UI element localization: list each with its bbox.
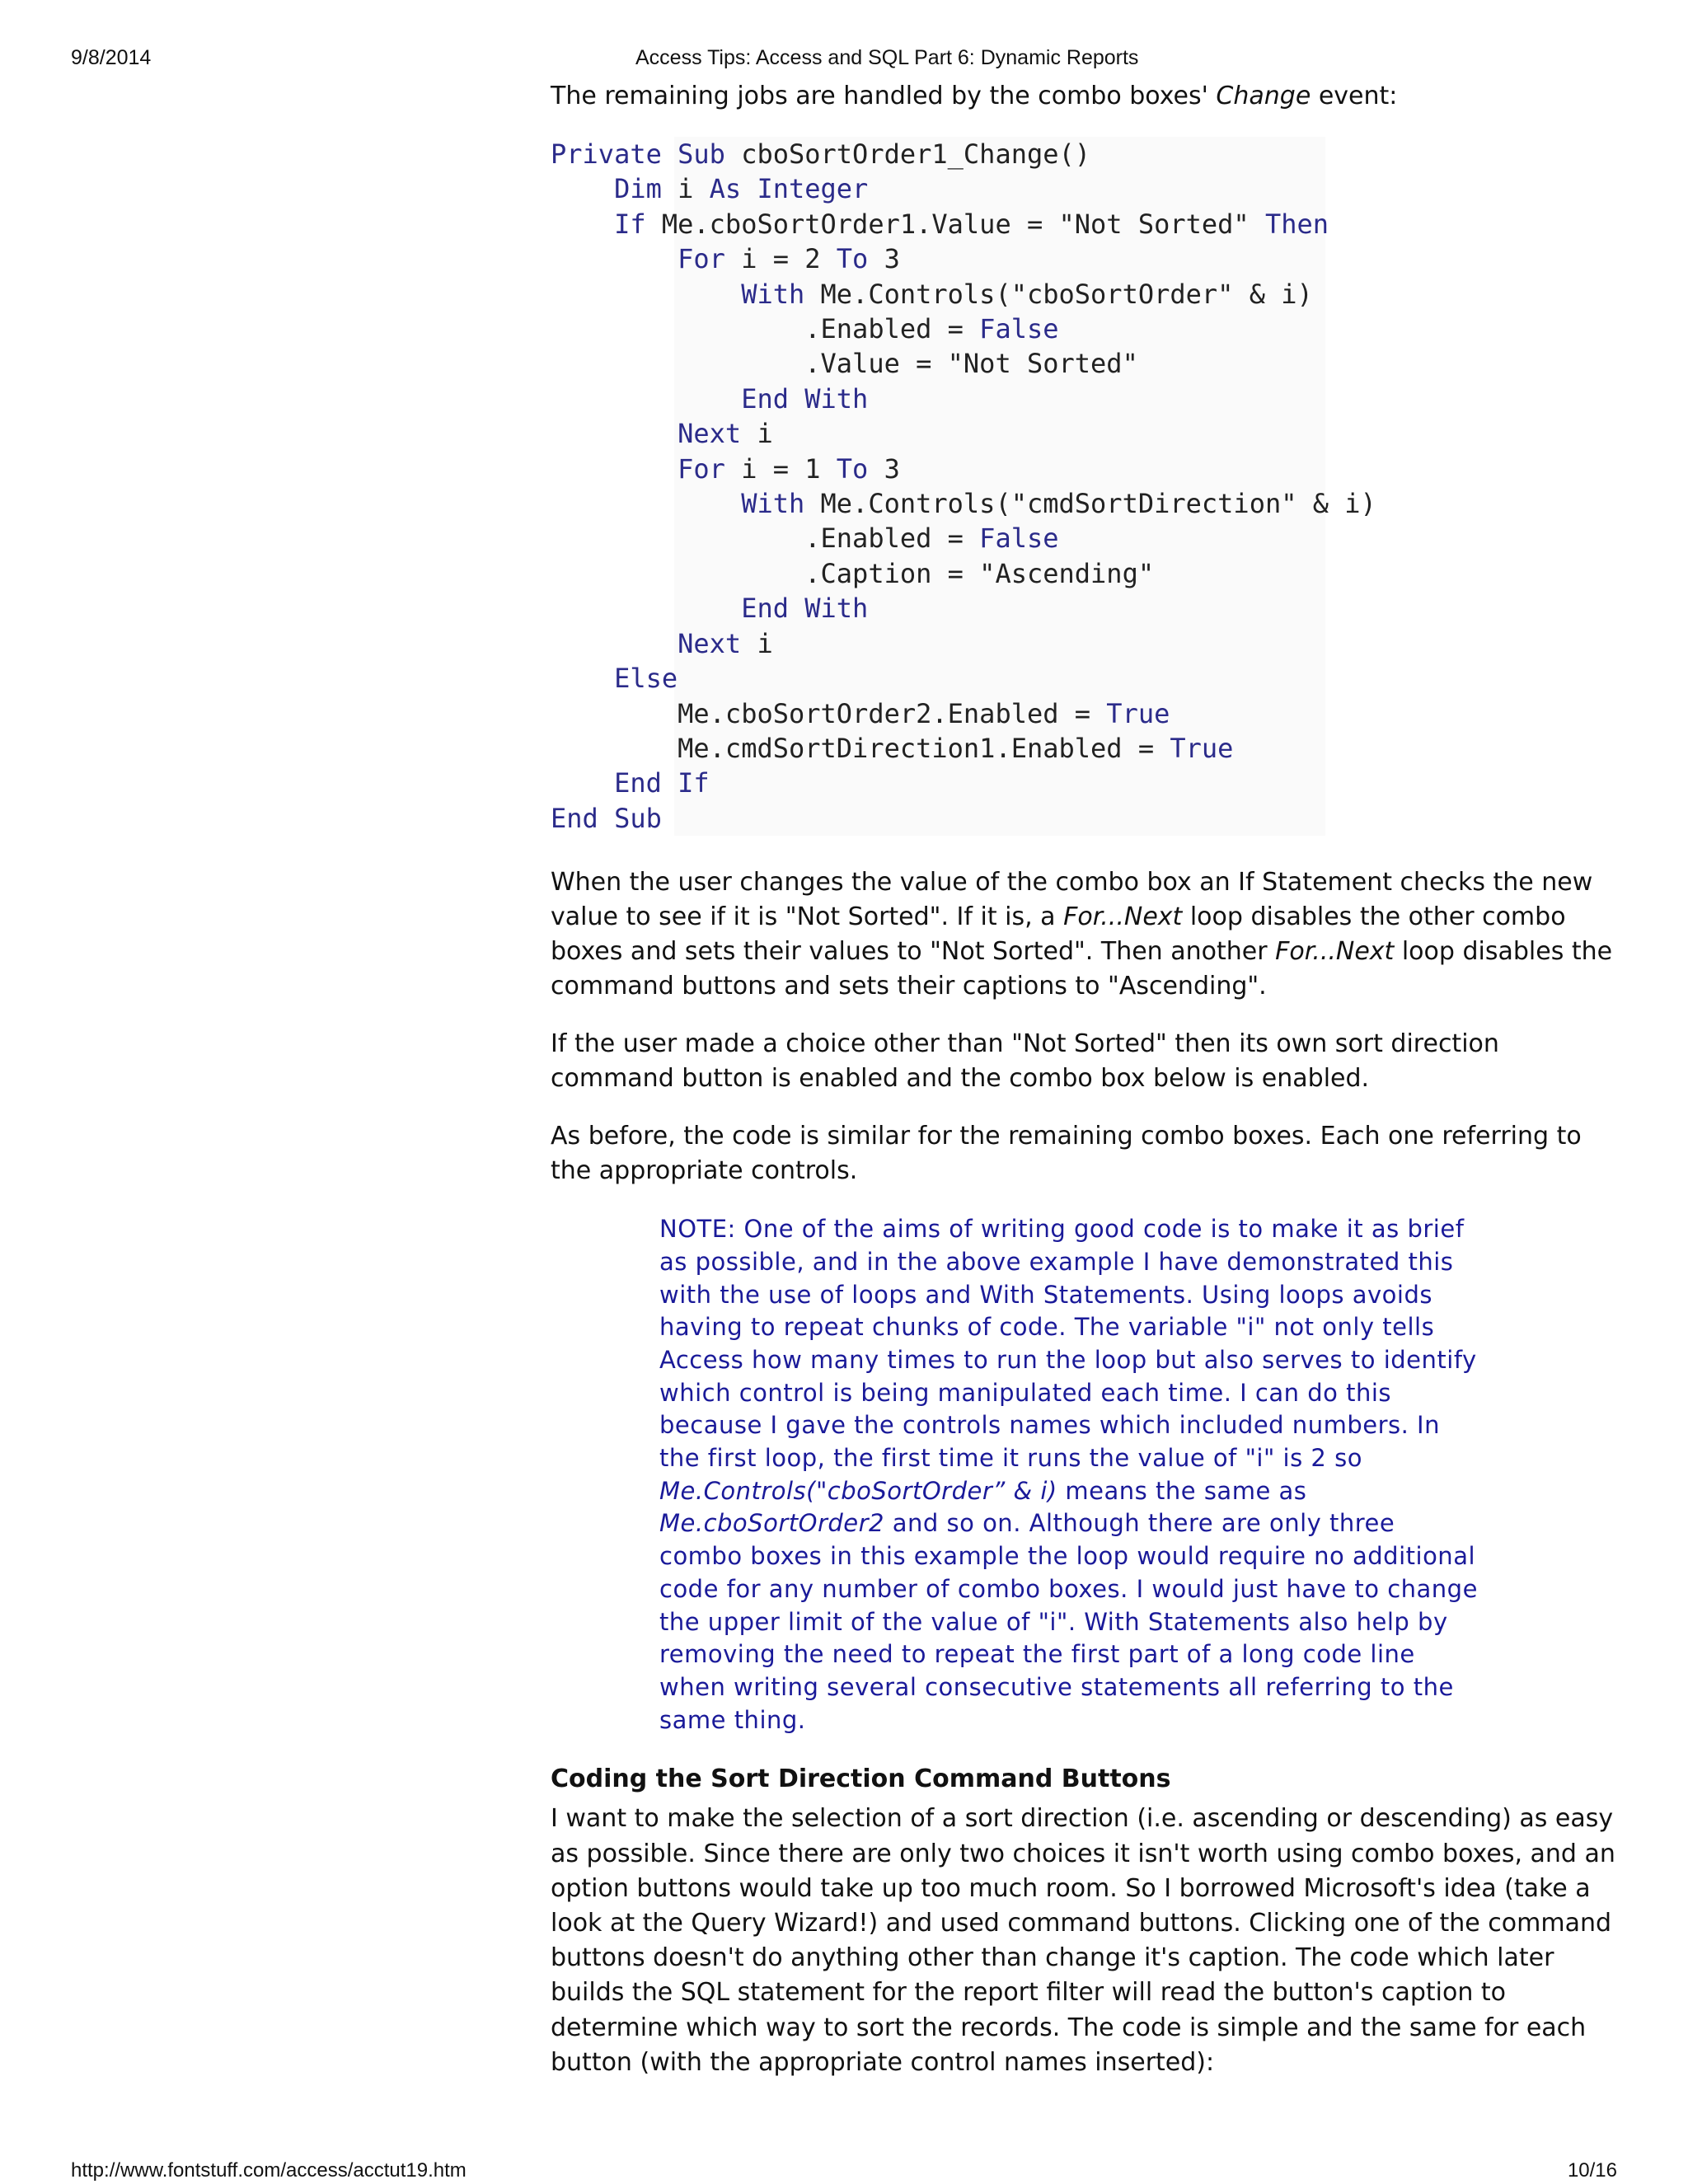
section-heading: Coding the Sort Direction Command Buttons <box>551 1765 1171 1794</box>
code-line <box>551 801 1622 836</box>
code-text: .Enabled = <box>551 523 980 555</box>
code-text: 3 <box>868 243 900 275</box>
body-text: and so on. Although there are only three combo boxes in this example the loop would require no additional code for any number of combo boxes. I would just have to change the upper limit of the value of "i". With Statements also help by removing the need to repeat the first part of a long code line when writing several consecutive statements all referring to the same thing. <box>659 1509 1478 1734</box>
code-line <box>551 766 1622 800</box>
code-block <box>551 137 1622 836</box>
page-number: 10/16 <box>1567 2159 1617 2182</box>
code-text: Me.Controls("cmdSortDirection" & i) <box>804 488 1376 520</box>
code-keyword: With <box>741 278 805 310</box>
code-line <box>551 591 1622 626</box>
code-line <box>551 382 1622 416</box>
code-text: 3 <box>868 452 900 485</box>
code-text <box>551 173 614 204</box>
code-line <box>551 416 1622 451</box>
code-text <box>551 279 741 310</box>
code-line <box>551 486 1622 521</box>
footer-url: http://www.fontstuff.com/access/acctut19.htm <box>71 2159 467 2182</box>
code-text <box>551 663 614 694</box>
code-line <box>551 626 1622 661</box>
code-keyword: True <box>1170 732 1234 764</box>
code-text: .Enabled = <box>551 313 980 345</box>
code-keyword: Dim <box>614 173 662 205</box>
code-line <box>551 731 1622 766</box>
code-keyword: False <box>979 313 1059 345</box>
code-text: cboSortOrder1_Change() <box>724 138 1091 170</box>
code-text: Me.cmdSortDirection1.Enabled = <box>551 732 1170 764</box>
code-keyword: Private Sub <box>551 138 725 170</box>
intro-text: The remaining jobs are handled by the combo boxes' <box>551 82 1217 110</box>
article-content <box>551 79 1622 2080</box>
code-text: Me.cboSortOrder1.Value = "Not Sorted" <box>645 208 1265 240</box>
code-keyword: With <box>741 488 805 520</box>
emphasis-text: Me.Controls("cboSortOrder” & i) <box>659 1476 1057 1505</box>
code-keyword: End If <box>614 767 710 799</box>
code-text <box>551 767 614 799</box>
code-text <box>551 418 678 449</box>
code-keyword: To <box>836 243 869 275</box>
sort-direction-paragraph: I want to make the selection of a sort direction (i.e. ascending or descending) as easy as possible. Since there are only two choices it isn't worth using combo boxes, and an option buttons would take up too much room. So I borrowed Microsoft's idea (take a look at the Query Wizard!) and used command buttons. Clicking one of the command buttons doesn't do anything other than change it's caption. The code which later builds the SQL statement for the report filter will read the button's caption to determine which way to sort the records. The code is simple and the same for each button (with the appropriate control names inserted): <box>551 1804 1615 2077</box>
similar-code-paragraph: As before, the code is similar for the remaining combo boxes. Each one referring to the appropriate controls. <box>551 1122 1582 1186</box>
code-line <box>551 696 1622 731</box>
emphasis-text: For...Next <box>1063 902 1183 932</box>
intro-emphasis: Change <box>1216 82 1311 110</box>
code-line <box>551 207 1622 241</box>
code-text: Me.Controls("cboSortOrder" & i) <box>804 278 1313 310</box>
page-title: Access Tips: Access and SQL Part 6: Dynamic Reports <box>635 46 1139 69</box>
code-text <box>551 628 678 659</box>
code-keyword: False <box>979 523 1059 555</box>
code-keyword: End With <box>741 382 869 415</box>
intro-text-end: event: <box>1311 82 1398 110</box>
note-box <box>659 1213 1484 1736</box>
code-text: Me.cboSortOrder2.Enabled = <box>551 697 1107 729</box>
print-date: 9/8/2014 <box>71 46 152 69</box>
code-text: i = 2 <box>724 243 837 275</box>
body-text: NOTE: One of the aims of writing good code is to make it as brief as possible, and in the above example I have demonstrated this with the use of loops and With Statements. Using loops avoids having to repeat chunks of code. The variable "i" not only tells Access how many times to run the loop but also serves to identify which control is being manipulated each time. I can do this because I gave the controls names which included numbers. In the first loop, the first time it runs the value of "i" is 2 so <box>659 1215 1477 1473</box>
body-text: loop disables the command buttons and sets their captions to "Ascending". <box>551 937 1613 1001</box>
intro-paragraph <box>551 79 1622 114</box>
code-line <box>551 556 1622 591</box>
code-line <box>551 241 1622 276</box>
body-text: means the same as <box>1057 1476 1307 1505</box>
code-line <box>551 346 1622 381</box>
code-text: .Value = "Not Sorted" <box>551 348 1138 380</box>
code-keyword: To <box>836 452 869 485</box>
code-text <box>551 243 678 274</box>
code-keyword: As Integer <box>709 173 869 205</box>
code-keyword: Next <box>678 418 742 450</box>
code-keyword: Next <box>678 627 742 659</box>
code-keyword: For <box>678 243 725 275</box>
code-line <box>551 277 1622 312</box>
code-text <box>551 383 741 415</box>
explanation-paragraph <box>551 865 1622 1004</box>
code-keyword: True <box>1106 697 1170 729</box>
code-text: i <box>741 627 773 659</box>
code-text: i <box>661 173 710 205</box>
body-text: loop disables the other combo boxes and sets their values to "Not Sorted". Then another <box>551 902 1566 967</box>
code-text <box>551 593 741 624</box>
code-line <box>551 137 1622 171</box>
code-keyword: End With <box>741 593 869 625</box>
code-keyword: Else <box>614 663 678 695</box>
code-line <box>551 452 1622 486</box>
code-keyword: If <box>614 208 646 240</box>
code-line <box>551 661 1622 696</box>
code-keyword: For <box>678 452 725 485</box>
emphasis-text: Me.cboSortOrder2 <box>659 1509 884 1538</box>
emphasis-text: For...Next <box>1275 937 1395 967</box>
code-text: i <box>741 418 773 450</box>
code-line <box>551 171 1622 206</box>
code-keyword: End Sub <box>551 802 662 834</box>
code-text <box>551 209 614 240</box>
code-keyword: Then <box>1264 208 1329 240</box>
enabled-paragraph: If the user made a choice other than "Not Sorted" then its own sort direction command button is enabled and the combo box below is enabled. <box>551 1029 1499 1094</box>
code-text: .Caption = "Ascending" <box>551 557 1155 589</box>
code-text: i = 1 <box>724 452 837 485</box>
code-text <box>551 488 741 519</box>
body-text: When the user changes the value of the combo box an If Statement checks the new value to see if it is "Not Sorted". If it is, a <box>551 868 1593 932</box>
code-text <box>551 453 678 485</box>
code-line <box>551 521 1622 555</box>
code-line <box>551 312 1622 346</box>
